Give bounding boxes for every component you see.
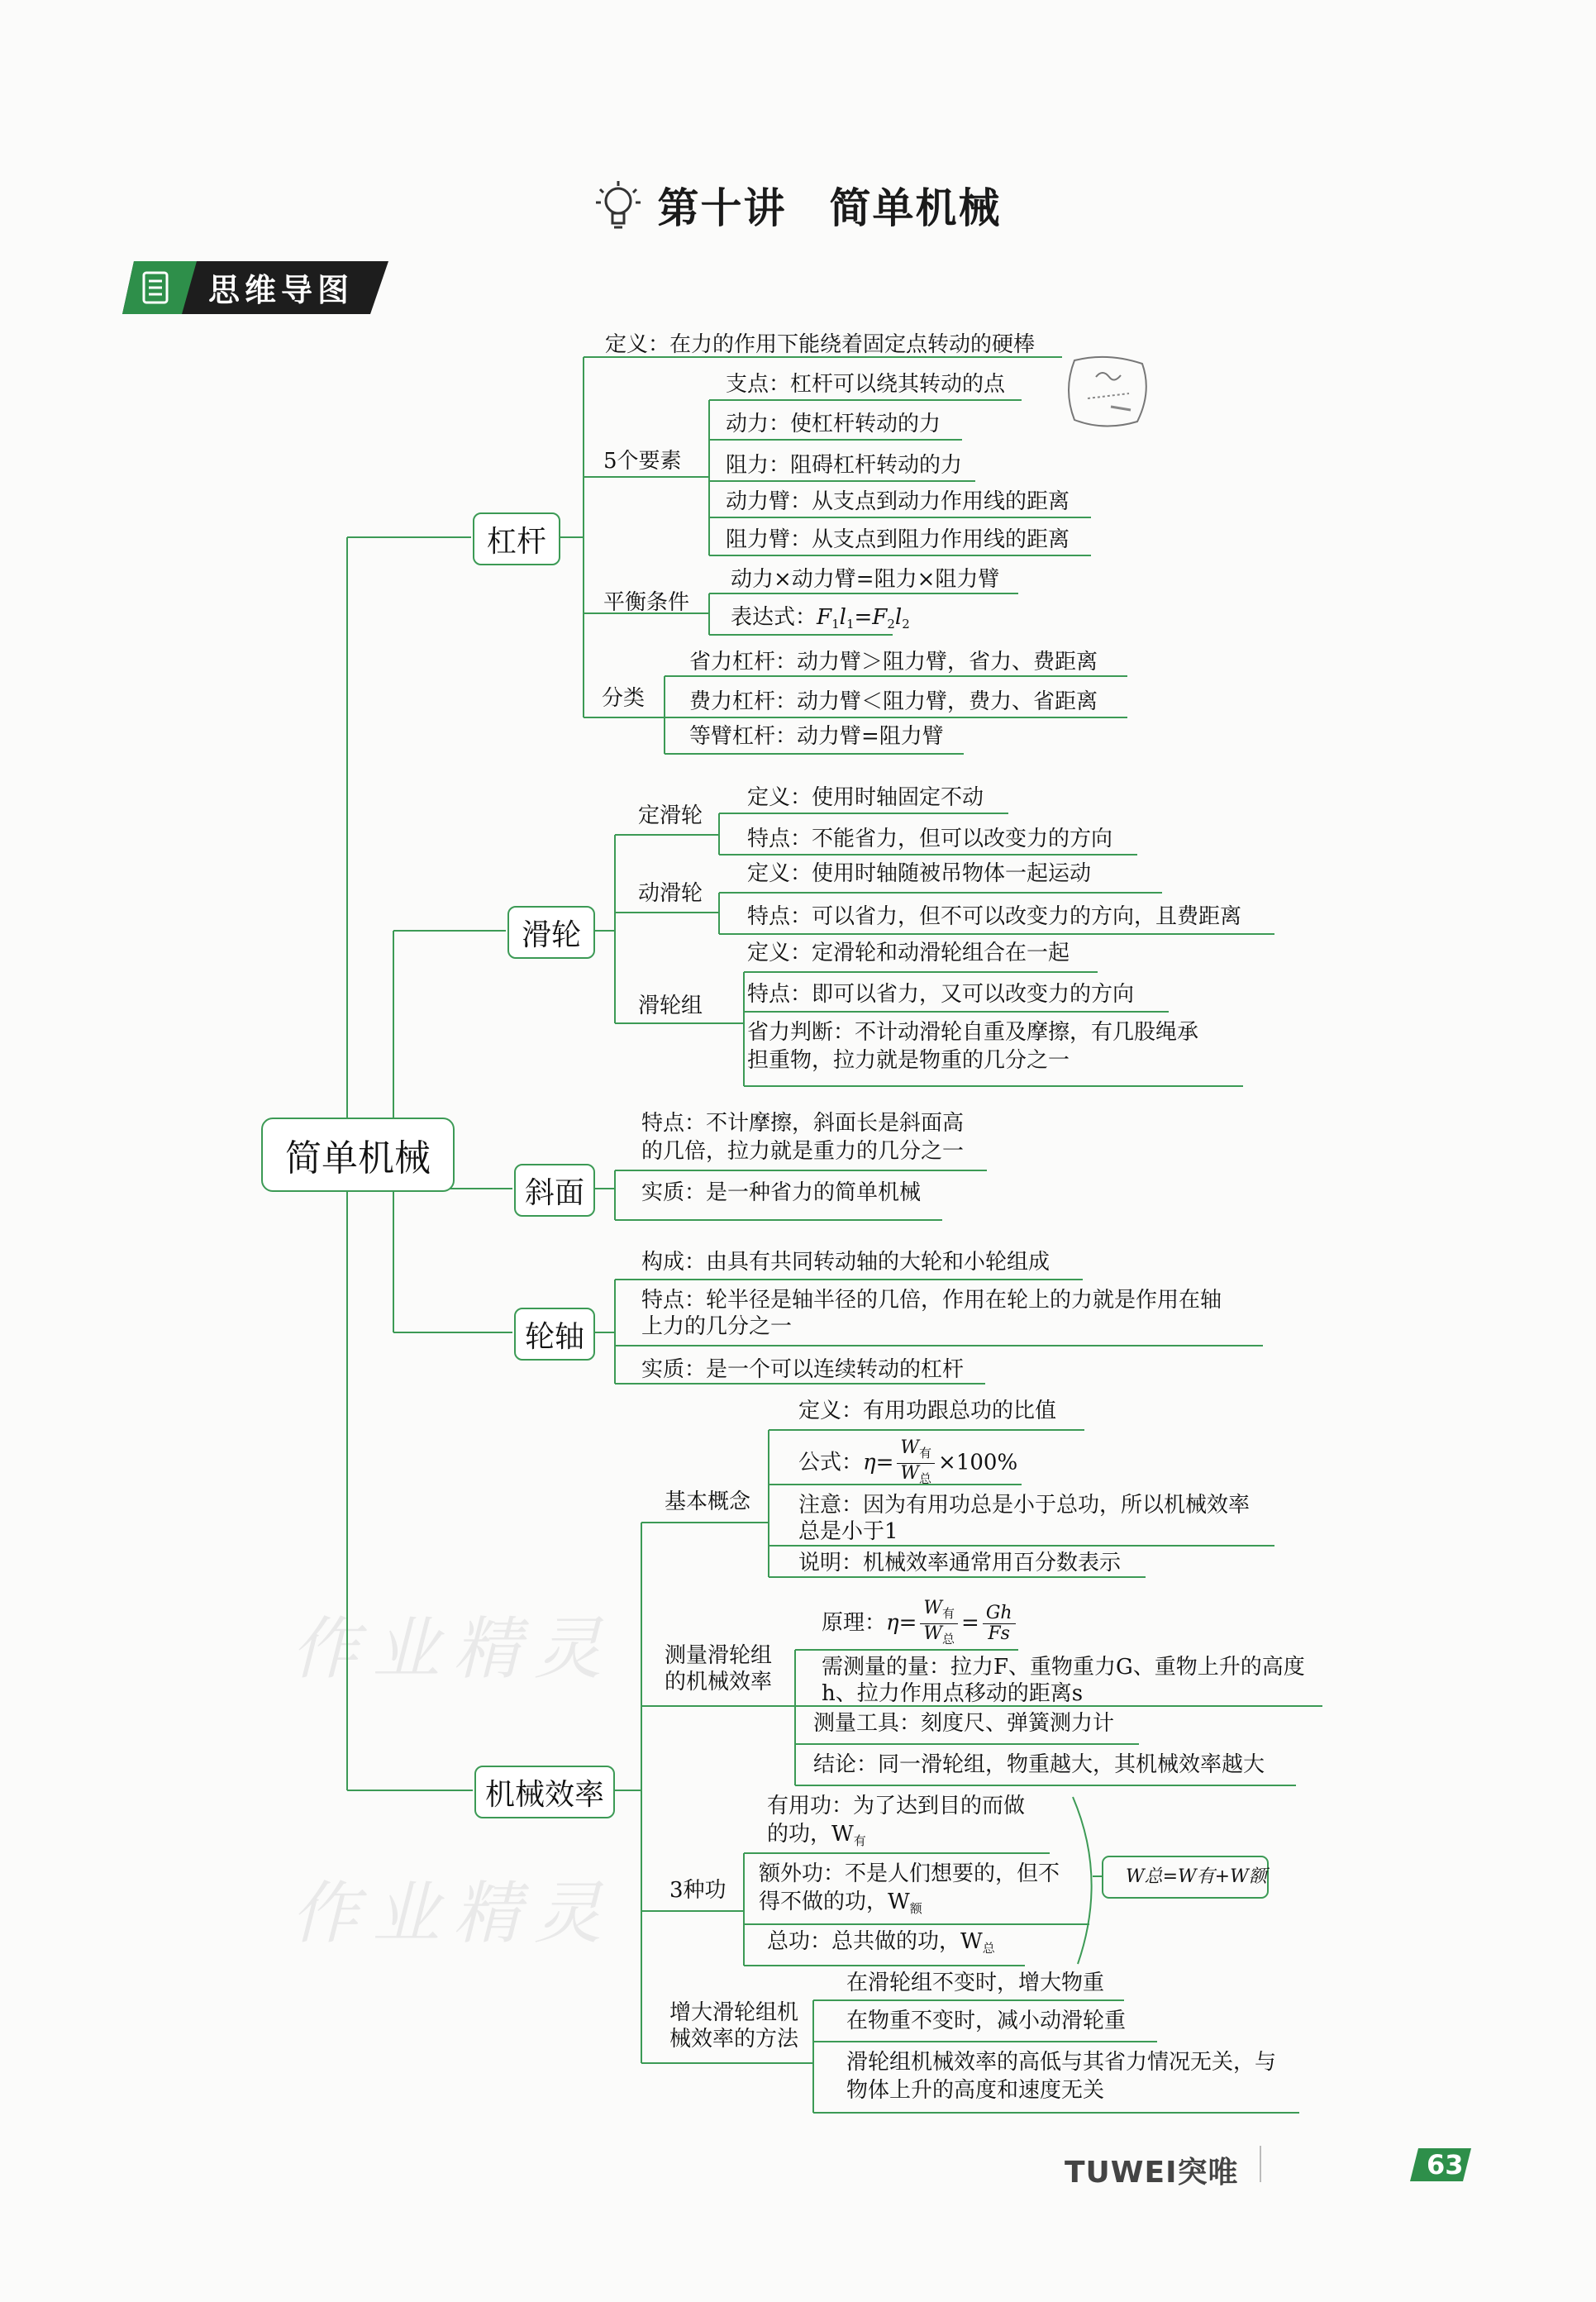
node-lever: 杠杆 [473, 512, 560, 565]
incline-feature: 特点：不计摩擦，斜面长是斜面高 [641, 1111, 965, 1136]
lever-class: 费力杠杆：动力臂＜阻力臂，费力、省距离 [689, 689, 1098, 714]
lever-elements-label: 5个要素 [603, 449, 682, 474]
improve-item: 在物重不变时，减小动滑轮重 [846, 2009, 1127, 2033]
watermark: 作业精灵 [291, 1610, 615, 1689]
page-number: 63 [1427, 2149, 1464, 2180]
formula-prefix: 表达式： [731, 605, 817, 630]
efficiency-conclusion: 结论：同一滑轮组，物重越大，其机械效率越大 [813, 1752, 1265, 1777]
efficiency-quantities: h、拉力作用点移动的距离s [822, 1681, 1084, 1706]
efficiency-tools: 测量工具：刻度尺、弹簧测力计 [813, 1711, 1115, 1736]
eta-symbol: η= [863, 1450, 894, 1475]
pulley-fixed-item: 定义：使用时轴固定不动 [747, 785, 984, 810]
efficiency-definition: 定义：有用功跟总功的比值 [798, 1399, 1057, 1423]
efficiency-formula [798, 1438, 1017, 1489]
watermark: 作业精灵 [291, 1875, 615, 1953]
lever-classify-label: 分类 [602, 686, 646, 711]
brand-logo: TUWEI突唯 [1065, 2156, 1239, 2190]
formula-suffix: ×100% [938, 1450, 1018, 1475]
formula-prefix: 公式： [798, 1450, 864, 1475]
pulley-group-label: 滑轮组 [638, 994, 703, 1018]
efficiency-work-label: 3种功 [669, 1878, 727, 1903]
lever-class: 等臂杠杆：动力臂=阻力臂 [689, 724, 944, 749]
fraction: $\frac{W_有}{W_总}$ [920, 1599, 958, 1649]
efficiency-note: 总是小于1 [798, 1519, 898, 1544]
lever-definition: 定义：在力的作用下能绕着固定点转动的硬棒 [605, 332, 1036, 357]
footer-divider [1260, 2146, 1261, 2182]
efficiency-basic-label: 基本概念 [665, 1489, 751, 1514]
incline-feature: 的几倍，拉力就是重力的几分之一 [641, 1139, 965, 1164]
pulley-group-judge: 省力判断：不计动滑轮自重及摩擦，有几股绳承 [747, 1020, 1199, 1045]
eta-symbol: η= [886, 1610, 917, 1636]
balance-formula: $F_1l_1=F_2l_2$ [817, 605, 910, 632]
efficiency-measure-label: 的机械效率 [665, 1670, 773, 1694]
lever-element: 动力：使杠杆转动的力 [726, 412, 941, 436]
pulley-group-item: 特点：即可以省力，又可以改变力的方向 [747, 982, 1135, 1007]
efficiency-explain: 说明：机械效率通常用百分数表示 [798, 1551, 1122, 1575]
pulley-fixed-label: 定滑轮 [638, 803, 703, 828]
work-relation: W总=W有+W额 [1126, 1866, 1267, 1887]
pulley-group-judge: 担重物，拉力就是物重的几分之一 [747, 1048, 1070, 1073]
principle-prefix: 原理： [822, 1610, 887, 1636]
work-extra: 额外功：不是人们想要的，但不 [759, 1861, 1060, 1886]
page-number-badge [1410, 2148, 1471, 2181]
work-useful: 的功，$W_有$ [767, 1822, 866, 1848]
axle-feature: 上力的几分之一 [641, 1314, 793, 1339]
pulley-movable-label: 动滑轮 [638, 881, 703, 906]
improve-note: 滑轮组机械效率的高低与其省力情况无关，与 [846, 2050, 1277, 2075]
fraction: $\frac{W_有}{W_总}$ [897, 1438, 935, 1489]
axle-feature: 特点：轮半径是轴半径的几倍，作用在轮上的力就是作用在轴 [641, 1288, 1222, 1313]
efficiency-improve-label: 增大滑轮组机 [669, 2000, 799, 2025]
axle-composition: 构成：由具有共同转动轴的大轮和小轮组成 [641, 1250, 1051, 1275]
work-extra: 得不做的功，$W_额$ [759, 1890, 922, 1916]
node-efficiency: 机械效率 [474, 1766, 615, 1818]
node-pulley: 滑轮 [507, 906, 595, 959]
pulley-movable-item: 特点：可以省力，但不可以改变力的方向，且费距离 [747, 904, 1242, 929]
title-text: 第十讲 简单机械 [657, 184, 1002, 232]
node-axle: 轮轴 [514, 1308, 595, 1361]
lever-class: 省力杠杆：动力臂＞阻力臂，省力、费距离 [689, 650, 1098, 674]
lever-balance-label: 平衡条件 [603, 590, 690, 615]
pulley-group-item: 定义：定滑轮和动滑轮组合在一起 [747, 941, 1070, 965]
efficiency-principle [822, 1599, 1019, 1649]
lever-balance-rule: 动力×动力臂=阻力×阻力臂 [731, 567, 1000, 592]
efficiency-quantities: 需测量的量：拉力F、重物重力G、重物上升的高度 [822, 1655, 1305, 1680]
work-useful: 有用功：为了达到目的而做 [767, 1794, 1026, 1818]
lever-element: 支点：杠杆可以绕其转动的点 [726, 372, 1006, 397]
pulley-fixed-item: 特点：不能省力，但可以改变力的方向 [747, 827, 1113, 851]
lever-element: 动力臂：从支点到动力作用线的距离 [726, 489, 1070, 514]
node-incline: 斜面 [514, 1164, 595, 1217]
efficiency-improve-label: 械效率的方法 [669, 2027, 799, 2052]
equals-sign: = [961, 1610, 979, 1636]
lever-element: 阻力臂：从支点到阻力作用线的距离 [726, 527, 1070, 552]
efficiency-measure-label: 测量滑轮组 [665, 1643, 773, 1668]
improve-note: 物体上升的高度和速度无关 [846, 2078, 1105, 2103]
root-node: 简单机械 [261, 1118, 455, 1192]
improve-item: 在滑轮组不变时，增大物重 [846, 1971, 1105, 1995]
lever-balance-formula [731, 603, 910, 638]
incline-essence: 实质：是一种省力的简单机械 [641, 1180, 922, 1205]
efficiency-note: 注意：因为有用功总是小于总功，所以机械效率 [798, 1493, 1251, 1518]
axle-essence: 实质：是一个可以连续转动的杠杆 [641, 1357, 965, 1382]
pulley-movable-item: 定义：使用时轴随被吊物体一起运动 [747, 861, 1092, 886]
section-label: 思维导图 [208, 272, 355, 308]
work-total: 总功：总共做的功，$W_总$ [767, 1929, 995, 1956]
lever-element: 阻力：阻碍杠杆转动的力 [726, 453, 963, 478]
fraction: $\frac{Gh}{Fs}$ [983, 1604, 1016, 1644]
